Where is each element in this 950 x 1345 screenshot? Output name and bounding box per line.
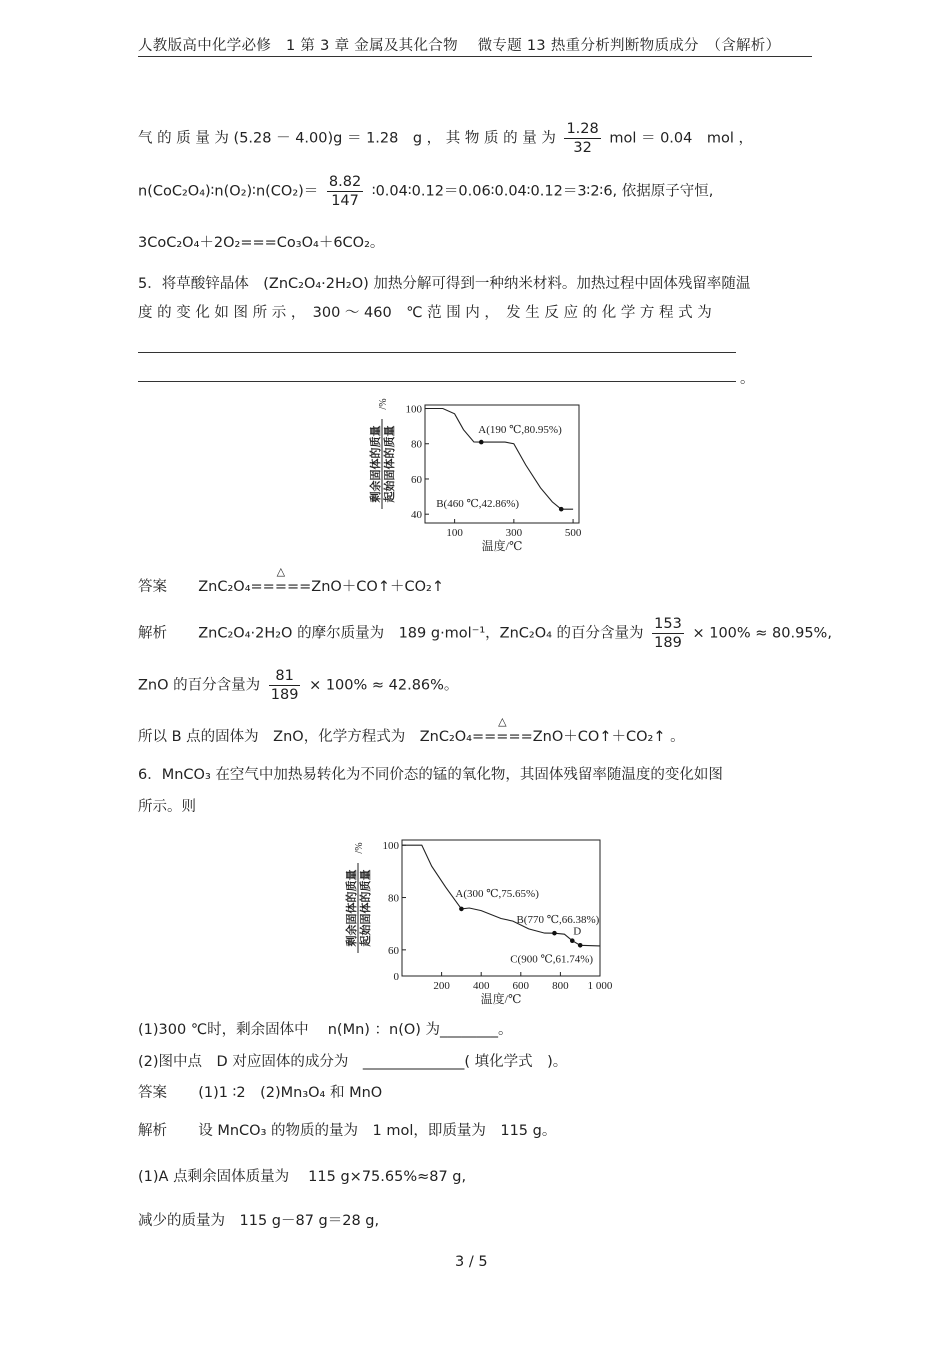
fraction (564, 120, 600, 157)
y-tick-label: 40 (411, 509, 422, 522)
point-label: A(300 ℃,75.65%) (455, 887, 539, 900)
analysis-text: ZnO 的百分含量为 (138, 677, 261, 694)
q5-analysis-1 (138, 615, 832, 652)
y-tick-label: 80 (388, 892, 399, 905)
q6-sub-2: (2)图中点 D 对应固体的成分为 ______________( 填化学式 )。 (138, 1054, 568, 1070)
equals-sign: ===== (472, 729, 533, 745)
y-axis-label (344, 842, 372, 953)
page-number: 3 / 5 (455, 1254, 488, 1270)
chart-2-plot (344, 840, 613, 1006)
para-1-text-b: mol ＝ 0.04 mol ， (609, 130, 754, 147)
y-label-unit: /% (354, 842, 365, 854)
para-3: 3CoC₂O₄＋2O₂===Co₃O₄＋6CO₂。 (138, 235, 385, 251)
fraction-numerator: 8.82 (328, 174, 362, 190)
heat-mark: △ (276, 565, 286, 578)
y-axis-label (368, 398, 396, 509)
analysis-text: 设 MnCO₃ 的物质的量为 1 mol，即质量为 115 g。 (198, 1123, 557, 1139)
y-tick-label: 0 (393, 971, 399, 983)
chart-1-plot (368, 398, 582, 553)
fraction (652, 615, 684, 652)
q5-end-mark: 。 (740, 371, 755, 387)
y-tick-label: 100 (382, 840, 399, 853)
point-label: A(190 ℃,80.95%) (478, 424, 562, 437)
y-tick-label: 100 (405, 403, 422, 416)
y-label-denominator: 起始固体的质量 (360, 869, 372, 947)
q6-line-1: 6．MnCO₃ 在空气中加热易转化为不同价态的锰的氧化物，其固体残留率随温度的变化如图 (138, 767, 723, 783)
q5-line-1: 5．将草酸锌晶体 (ZnC₂O₄·2H₂O) 加热分解可得到一种纳米材料。加热过程中固体残留率随温 (138, 276, 751, 292)
q6-sub-1: (1)300 ℃时，剩余固体中 n(Mn) ：n(O) 为________。 (138, 1022, 513, 1038)
x-tick-label: 400 (472, 980, 490, 992)
data-point (559, 507, 564, 512)
para-1 (138, 120, 753, 157)
header-rule (138, 56, 812, 57)
x-tick-label: 100 (446, 527, 463, 539)
fraction-denominator: 189 (654, 635, 682, 651)
point-label: D (573, 925, 582, 938)
fraction (327, 173, 363, 210)
q6-analysis-1 (138, 1121, 556, 1141)
data-point (578, 943, 583, 948)
analysis-label: 解析 (138, 625, 167, 642)
fraction (269, 667, 301, 704)
heat-mark: △ (498, 715, 507, 728)
q5-answer (138, 565, 444, 597)
equals-sign: ===== (250, 579, 312, 595)
analysis-text: × 100% ≈ 42.86%。 (309, 677, 459, 694)
x-tick-label: 600 (512, 980, 530, 992)
fraction-numerator: 1.28 (566, 121, 599, 137)
x-tick-label: 1 000 (587, 980, 613, 992)
data-point (552, 931, 557, 936)
answer-reactant: ZnC₂O₄ (198, 579, 251, 595)
chart-zn-residue (350, 395, 600, 560)
chart-mn-residue (340, 828, 615, 1008)
q6-analysis-3: 减少的质量为 115 g－87 g＝28 g, (138, 1213, 380, 1229)
x-tick-label: 800 (552, 980, 569, 992)
page-header: 人教版高中化学必修 1 第 3 章 金属及其化合物 微专题 13 热重分析判断物质成分 （含解析） (138, 38, 781, 54)
answer-label: 答案 (138, 1085, 167, 1101)
fraction-denominator: 32 (573, 140, 592, 156)
y-tick-label: 60 (411, 473, 422, 486)
answer-products: ZnO＋CO↑＋CO₂↑ (311, 579, 444, 595)
data-point (570, 938, 575, 943)
q5-line-2: 度 的 变 化 如 图 所 示 ， 300 ～ 460 ℃ 范 围 内 ， 发 生 反 应 的 化 学 方 程 式 为 (138, 305, 712, 321)
point-label: B(770 ℃,66.38%) (516, 914, 600, 927)
fraction-numerator: 153 (654, 616, 682, 632)
fraction-denominator: 147 (331, 193, 359, 209)
data-point (479, 440, 484, 445)
heat-equals (472, 715, 533, 747)
x-tick-label: 200 (433, 980, 450, 992)
answer-label: 答案 (138, 579, 167, 595)
para-2-text-b: ∶0.04∶0.12＝0.06∶0.04∶0.12＝3∶2∶6, 依据原子守恒, (371, 183, 714, 200)
analysis-text: 所以 B 点的固体为 ZnO，化学方程式为 ZnC₂O₄ (138, 729, 472, 745)
analysis-text: ZnC₂O₄·2H₂O 的摩尔质量为 189 g·mol⁻¹，ZnC₂O₄ 的百分含量为 (198, 625, 644, 642)
answer-text: (1)1 ∶2 (2)Mn₃O₄ 和 MnO (198, 1085, 383, 1101)
answer-blank-line-1[interactable] (138, 352, 736, 353)
q5-analysis-2 (138, 667, 458, 704)
y-label-numerator: 剩余固体的质量 (370, 425, 382, 503)
y-label-numerator: 剩余固体的质量 (346, 869, 358, 947)
fraction-numerator: 81 (269, 667, 301, 686)
analysis-text: ZnO＋CO↑＋CO₂↑ 。 (532, 729, 685, 745)
answer-blank-line-2[interactable] (138, 381, 736, 382)
q5-analysis-3 (138, 715, 685, 747)
q6-answer (138, 1083, 382, 1103)
y-tick-label: 60 (388, 944, 399, 957)
q6-line-2: 所示。则 (138, 799, 196, 815)
fraction-denominator: 189 (270, 687, 299, 703)
analysis-text: × 100% ≈ 80.95%, (692, 625, 832, 642)
x-axis-label: 温度/℃ (481, 539, 523, 553)
y-label-denominator: 起始固体的质量 (384, 425, 396, 503)
data-point (459, 907, 464, 912)
para-2 (138, 173, 713, 210)
para-2-text-a: n(CoC₂O₄)∶n(O₂)∶n(CO₂)＝ (138, 183, 319, 200)
point-label: B(460 ℃,42.86%) (436, 498, 520, 511)
q6-analysis-2: (1)A 点剩余固体质量为 115 g×75.65%≈87 g, (138, 1169, 467, 1185)
point-label: C(900 ℃,61.74%) (510, 953, 594, 966)
x-axis-label: 温度/℃ (480, 992, 522, 1006)
para-1-text-a: 气 的 质 量 为 (5.28 － 4.00)g ＝ 1.28 g ， 其 物 质 的 量 为 (138, 130, 556, 147)
y-tick-label: 80 (411, 438, 422, 451)
x-tick-label: 500 (564, 527, 582, 539)
analysis-label: 解析 (138, 1123, 167, 1139)
x-tick-label: 300 (505, 527, 523, 539)
heat-equals (250, 565, 312, 597)
y-label-unit: /% (378, 398, 389, 410)
